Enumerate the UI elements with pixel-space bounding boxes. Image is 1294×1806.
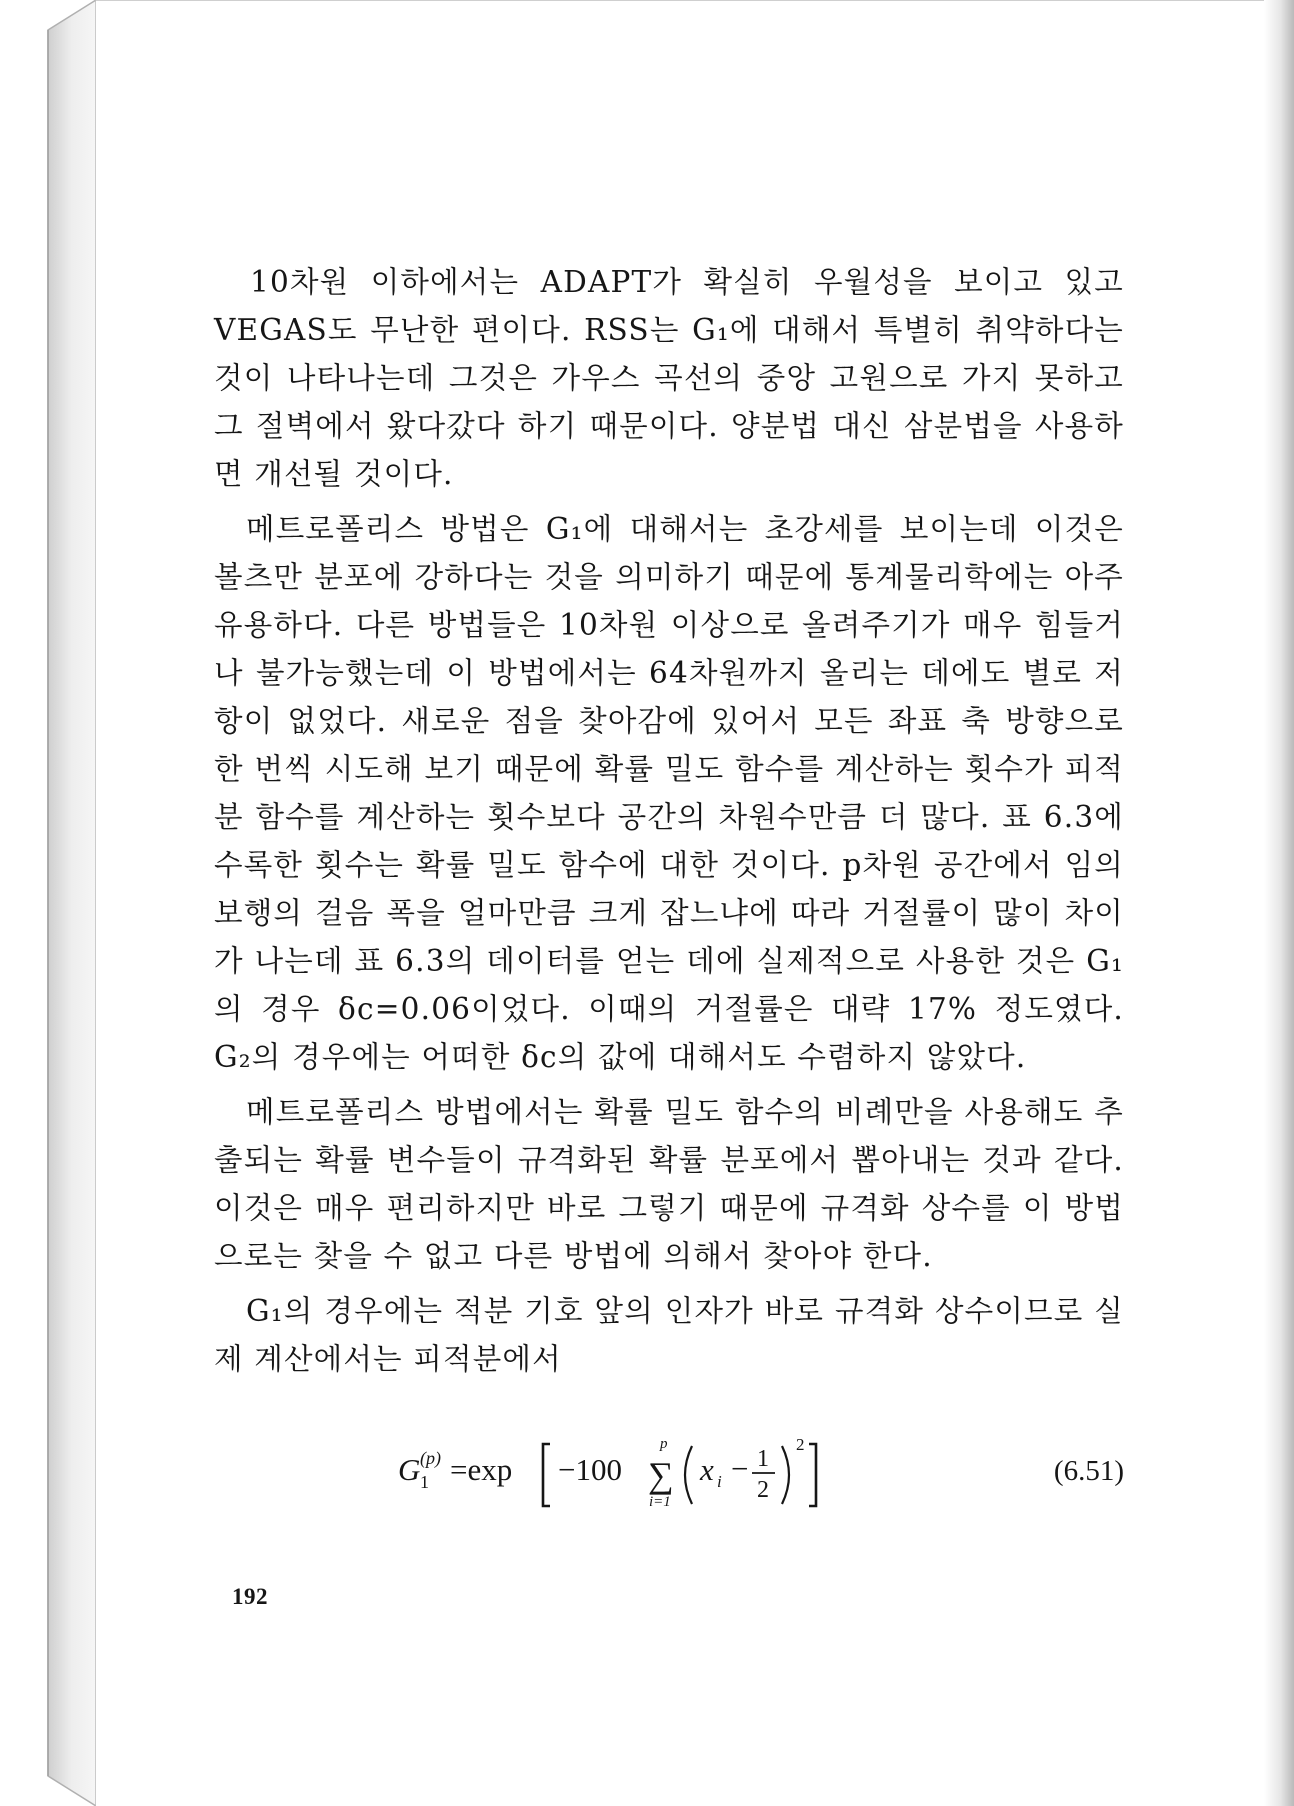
eq-lhs-subscript: 1: [420, 1472, 429, 1492]
eq-fraction-denominator: 2: [757, 1477, 769, 1503]
eq-coefficient: −100: [558, 1452, 622, 1487]
paragraph-1: 10차원 이하에서는 ADAPT가 확실히 우월성을 보이고 있고 VEGAS도 무난한 편이다. RSS는 G₁에 대해서 특별히 취약하다는 것이 나타나는데 그것은 가우스 곡선의 중앙 고원으로 가지 못하고 그 절벽에서 왔다갔다 하기 때문이다. 양분법 대신 삼분법을 사용하면 개선될 것이다.: [214, 265, 1124, 491]
eq-right-paren: [782, 1446, 789, 1504]
eq-left-bracket: [543, 1444, 550, 1506]
eq-sum-lower: i=1: [649, 1494, 671, 1510]
eq-number: (6.51): [1053, 1455, 1124, 1487]
page-number: 192: [232, 1584, 268, 1609]
eq-fraction-numerator: 1: [757, 1446, 769, 1472]
paragraph-4: G₁의 경우에는 적분 기호 앞의 인자가 바로 규격화 상수이므로 실제 계산에서는 피적분에서: [214, 1294, 1124, 1376]
eq-sum-sign: ∑: [648, 1455, 674, 1495]
eq-power: 2: [796, 1435, 805, 1454]
equation-6-51: [398, 1420, 1124, 1530]
eq-minus: −: [731, 1451, 749, 1486]
paragraph-3: 메트로폴리스 방법에서는 확률 밀도 함수의 비례만을 사용해도 추출되는 확률 변수들이 규격화된 확률 분포에서 뽑아내는 것과 같다. 이것은 매우 편리하지만 바로 그렇기 때문에 규격화 상수를 이 방법으로는 찾을 수 없고 다른 방법에 의해서 찾아야 한다.: [214, 1095, 1124, 1273]
eq-sum-upper: p: [660, 1436, 668, 1452]
eq-equals-exp: =exp: [450, 1452, 513, 1487]
eq-right-bracket: [809, 1444, 816, 1506]
eq-variable: x: [700, 1452, 714, 1487]
eq-lhs-superscript: (p): [420, 1448, 441, 1468]
eq-variable-subscript: i: [717, 1472, 722, 1491]
body-text: [214, 258, 1124, 1390]
book-spine: [0, 0, 96, 1806]
page-edge: [1264, 0, 1294, 1806]
paragraph-2: 메트로폴리스 방법은 G₁에 대해서는 초강세를 보이는데 이것은 볼츠만 분포에 강하다는 것을 의미하기 때문에 통계물리학에는 아주 유용하다. 다른 방법들은 10차원 이상으로 올려주기가 매우 힘들거나 불가능했는데 이 방법에서는 64차원까지 올리는 데에도 별로 저항이 없었다. 새로운 점을 찾아감에 있어서 모든 좌표 축 방향으로 한 번씩 시도해 보기 때문에 확률 밀도 함수를 계산하는 횟수가 피적분 함수를 계산하는 횟수보다 공간의 차원수만큼 더 많다. 표 6.3에 수록한 횟수는 확률 밀도 함수에 대한 것이다. p차원 공간에서 임의 보행의 걸음 폭을 얼마만큼 크게 잡느냐에 따라 거절률이 많이 차이가 나는데 표 6.3의 데이터를 얻는 데에 실제적으로 사용한 것은 G₁의 경우 δc=0.06이었다. 이때의 거절률은 대략 17% 정도였다. G₂의 경우에는 어떠한 δc의 값에 대해서도 수렴하지 않았다.: [214, 512, 1124, 1074]
eq-left-paren: [685, 1446, 692, 1504]
eq-lhs-symbol: G: [398, 1452, 421, 1487]
